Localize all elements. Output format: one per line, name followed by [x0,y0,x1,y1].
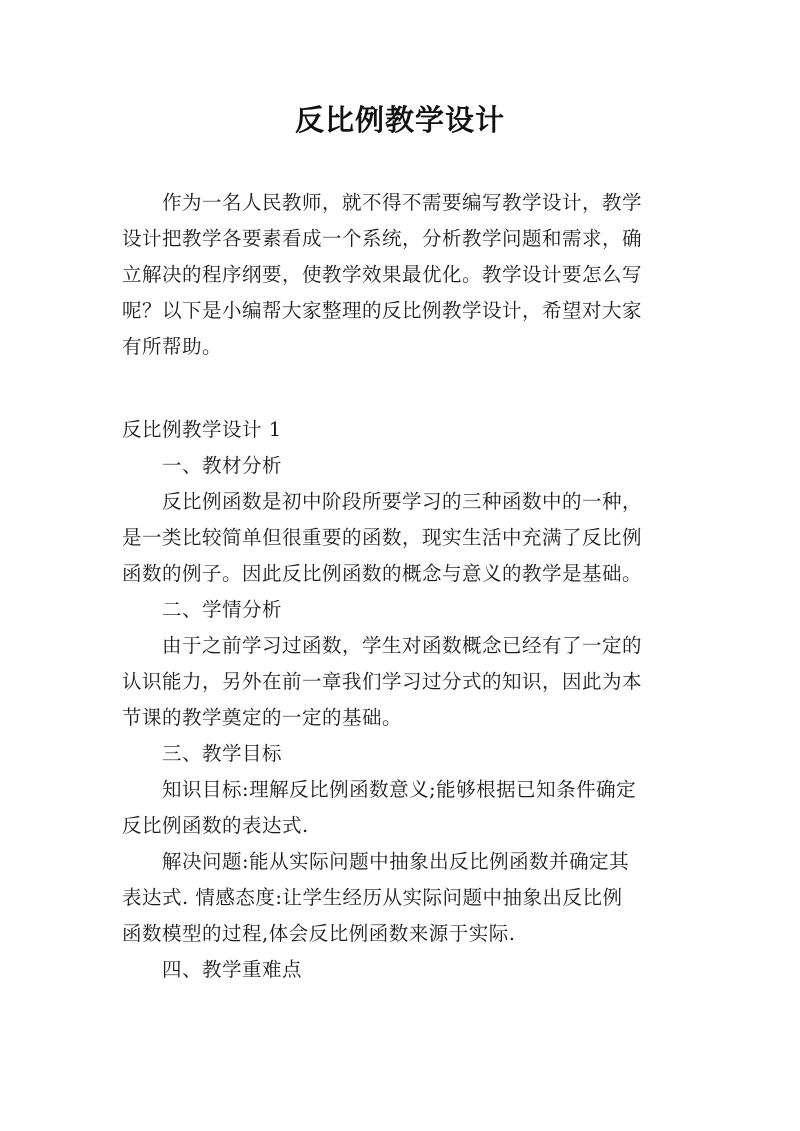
heading-textbook-analysis: 一、教材分析 [162,454,283,477]
intro-paragraph [122,185,682,365]
paragraph-line: 函数的例子。因此反比例函数的概念与意义的教学是基础。 [122,562,643,585]
heading-teaching-goals: 三、教学目标 [162,742,283,765]
paragraph-line: 反比例函数的表达式. [122,814,309,837]
intro-line: 呢？以下是小编帮大家整理的反比例教学设计，希望对大家 [122,299,643,322]
paragraph-line: 认识能力，另外在前一章我们学习过分式的知识，因此为本 [122,670,643,693]
paragraph-line: 知识目标:理解反比例函数意义;能够根据已知条件确定 [162,778,637,801]
section-title: 反比例教学设计 1 [122,418,282,441]
section-body [122,412,682,988]
paragraph-line: 节课的教学奠定的一定的基础。 [122,706,403,729]
intro-line: 作为一名人民教师，就不得不需要编写教学设计，教学 [162,191,643,214]
intro-line: 设计把教学各要素看成一个系统，分析教学问题和需求，确 [122,227,643,250]
paragraph-line: 是一类比较简单但很重要的函数，现实生活中充满了反比例 [122,526,643,549]
paragraph-line: 函数模型的过程,体会反比例函数来源于实际. [122,922,516,945]
document-title: 反比例教学设计 [294,103,505,137]
paragraph-line: 解决问题:能从实际问题中抽象出反比例函数并确定其 [162,850,630,873]
heading-student-analysis: 二、学情分析 [162,598,283,621]
paragraph-line: 反比例函数是初中阶段所要学习的三种函数中的一种， [162,490,643,513]
intro-line: 有所帮助。 [122,335,223,358]
heading-key-difficulties: 四、教学重难点 [162,958,303,981]
paragraph-line: 由于之前学习过函数，学生对函数概念已经有了一定的 [162,634,643,657]
paragraph-line: 表达式. 情感态度:让学生经历从实际问题中抽象出反比例 [122,886,623,909]
intro-line: 立解决的程序纲要，使教学效果最优化。教学设计要怎么写 [122,263,643,286]
